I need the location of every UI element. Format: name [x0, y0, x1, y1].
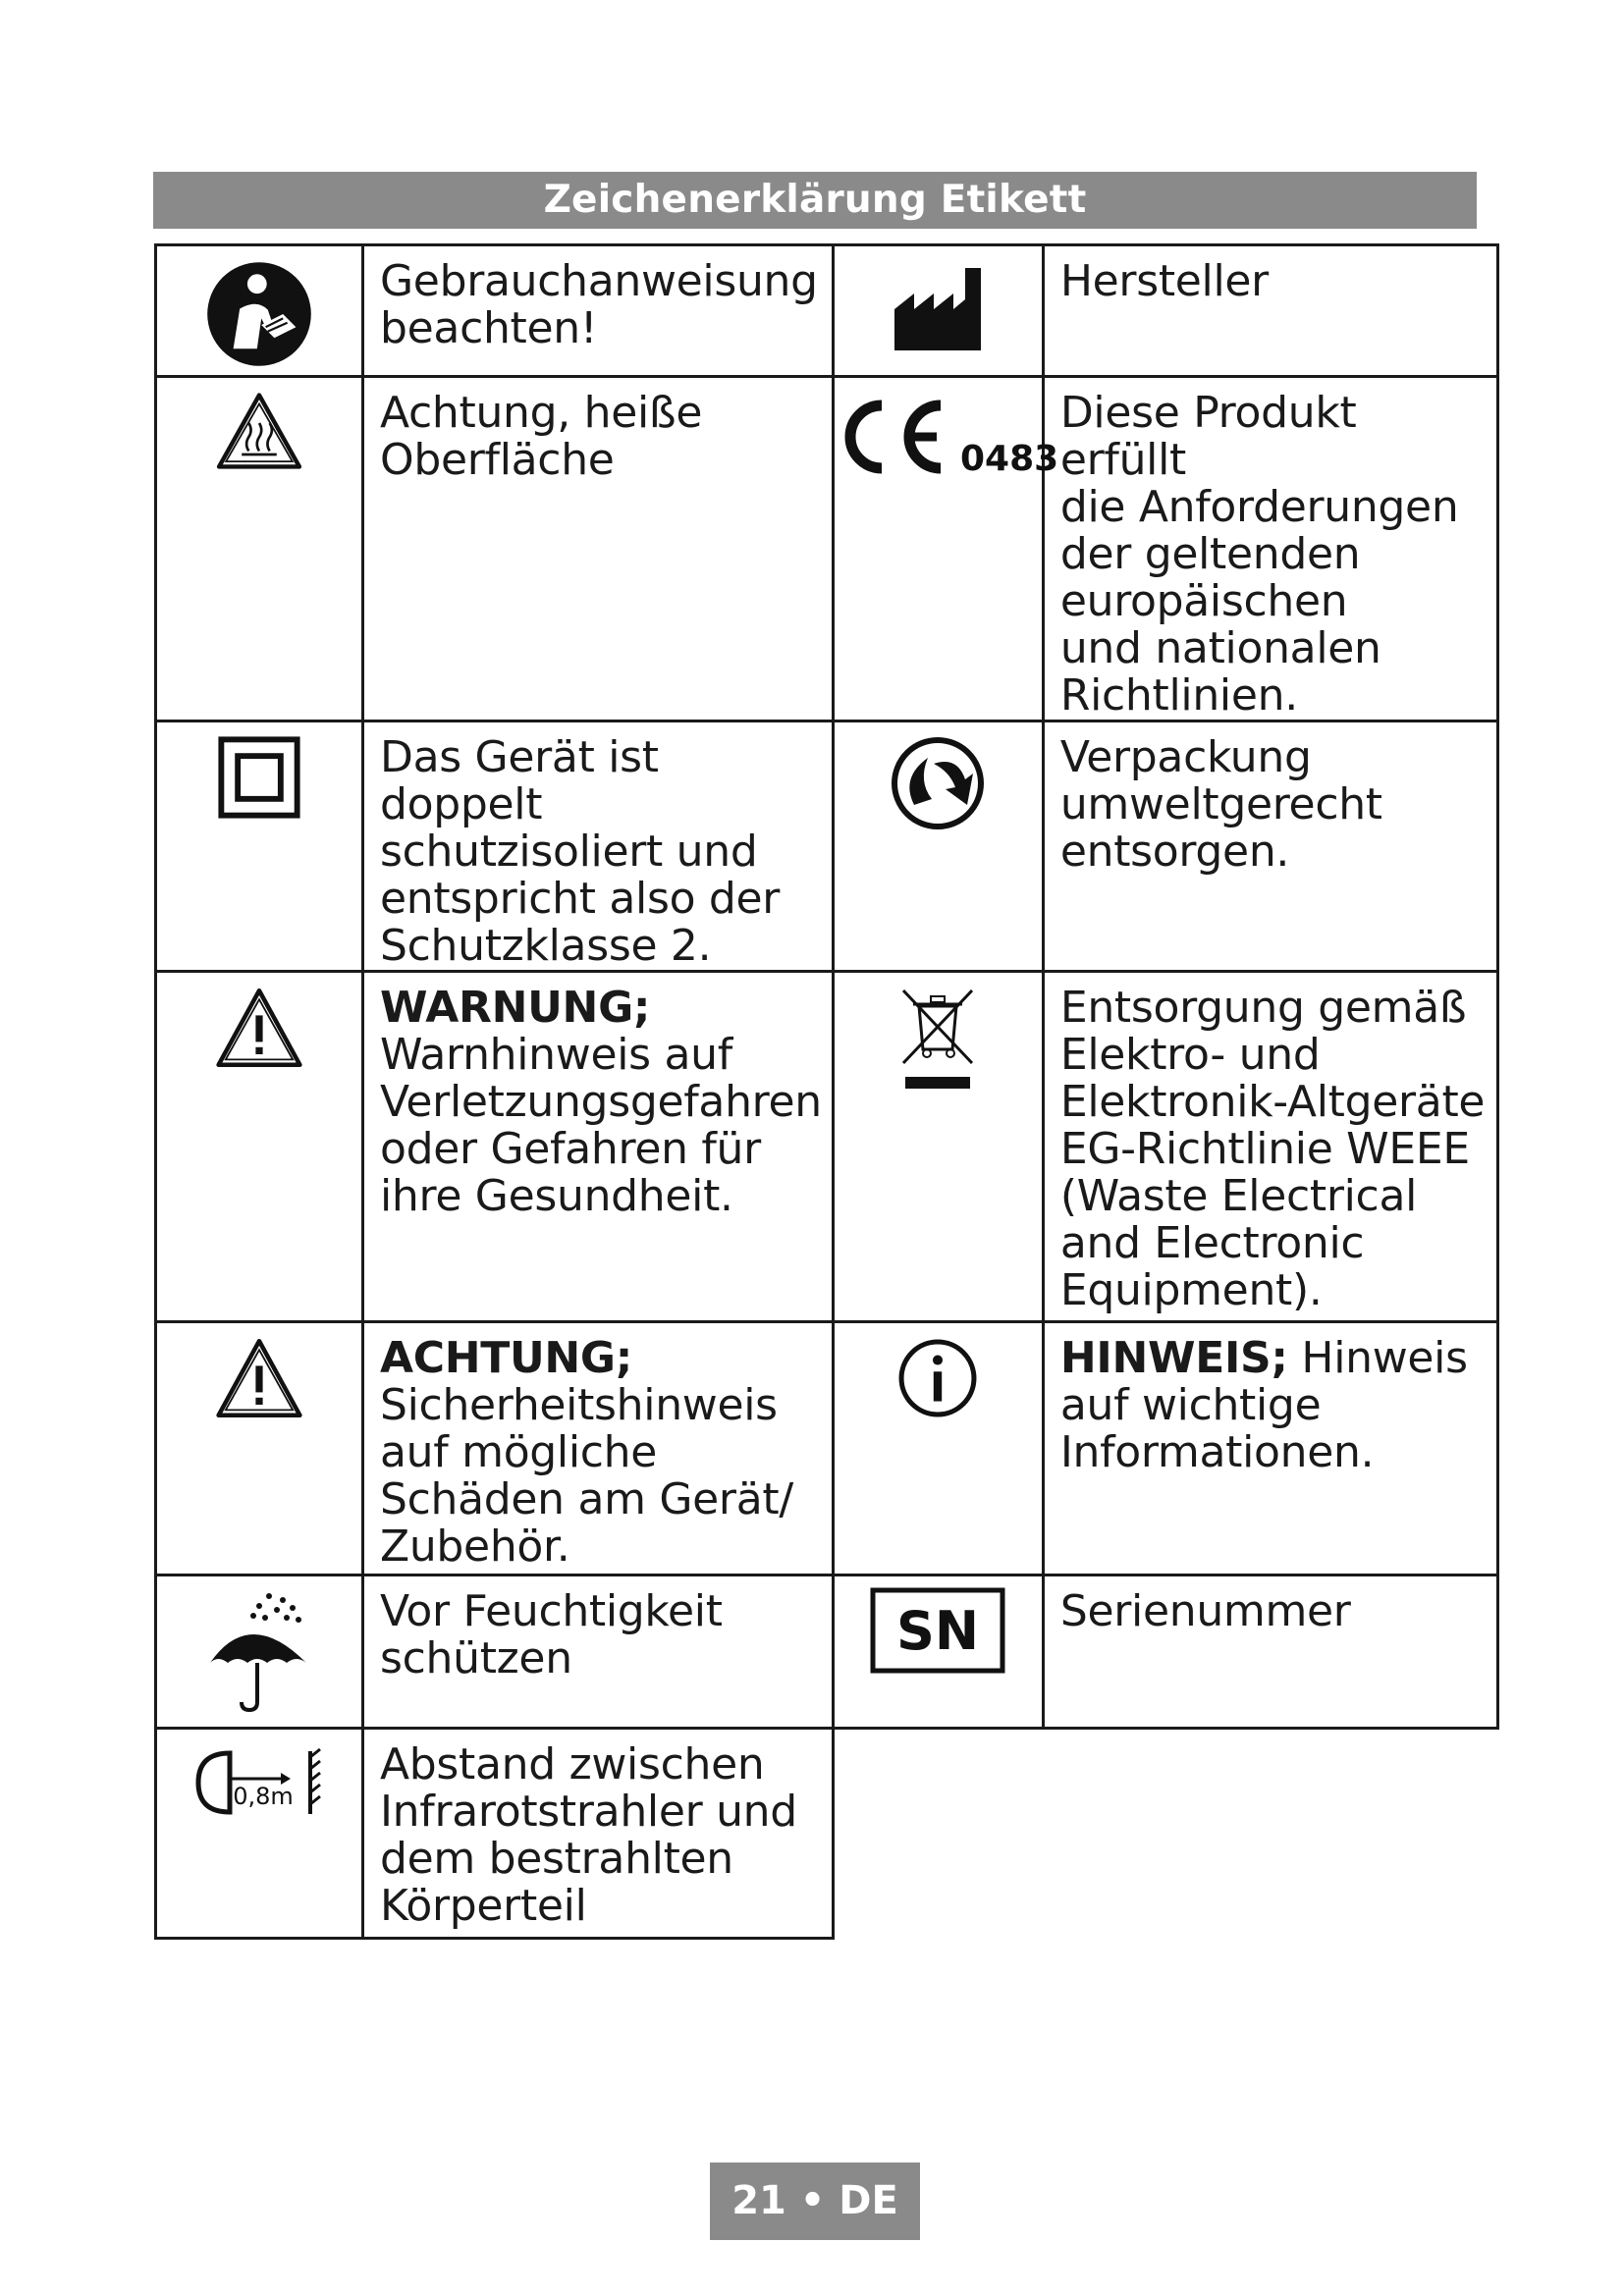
warning-label: WARNUNG;	[380, 983, 651, 1033]
caution-label: ACHTUNG;	[380, 1333, 633, 1383]
table-row	[156, 1575, 1498, 1729]
legend-text: Verpackung umweltgerecht entsorgen.	[1043, 721, 1497, 972]
warning-icon	[215, 987, 303, 1069]
icon-cell	[833, 377, 1059, 721]
legend-text: Diese Produkt erfüllt die Anforderungen der geltenden europäischen und nationalen Richtlinien.	[1043, 377, 1497, 721]
warning-description: Warnhinweis auf Verletzungsgefahren oder Gefahren für ihre Gesundheit.	[380, 1030, 822, 1221]
empty-cell	[833, 1729, 1497, 1939]
table-row	[156, 1729, 1498, 1939]
manufacturer-icon	[889, 260, 987, 358]
table-row	[156, 245, 1498, 377]
ce-number-label: 0483	[959, 439, 1059, 479]
legend-text: Serienummer	[1043, 1575, 1497, 1729]
serial-number-label: SN	[896, 1600, 980, 1662]
table-row	[156, 1322, 1498, 1575]
ce-mark-icon	[835, 388, 1059, 486]
icon-cell	[833, 972, 1043, 1322]
table-row	[156, 972, 1498, 1322]
icon-cell	[156, 972, 363, 1322]
legend-text	[1043, 1322, 1497, 1575]
icon-cell	[833, 245, 1043, 377]
double-insulation-icon	[218, 736, 300, 819]
icon-cell	[156, 1575, 363, 1729]
page-number: 21 • DE	[710, 2163, 920, 2240]
notice-label: HINWEIS;	[1059, 1333, 1288, 1383]
hot-surface-icon	[215, 392, 303, 470]
icon-cell	[156, 377, 363, 721]
icon-cell	[833, 1575, 1043, 1729]
legend-text	[363, 1322, 834, 1575]
legend-text: Entsorgung gemäß Elektro- und Elektronik-Altgeräte EG-Richtlinie WEEE (Waste Electrical and Electronic Equipment).	[1043, 972, 1497, 1322]
weee-bin-icon	[893, 985, 982, 1093]
keep-dry-icon	[200, 1586, 318, 1714]
info-icon	[896, 1337, 979, 1419]
icon-cell	[833, 721, 1043, 972]
table-row	[156, 377, 1498, 721]
legend-text: Das Gerät ist doppelt schutzisoliert und entspricht also der Schutzklasse 2.	[363, 721, 834, 972]
legend-text	[363, 972, 834, 1322]
notice-description: Hinweis auf wichtige Informationen.	[1059, 1333, 1468, 1477]
serial-number-icon	[869, 1586, 1006, 1675]
table-row	[156, 721, 1498, 972]
distance-label: 0,8m	[233, 1783, 294, 1810]
caution-icon	[215, 1337, 303, 1419]
icon-cell	[833, 1322, 1043, 1575]
icon-cell	[156, 721, 363, 972]
legend-text: Vor Feuchtigkeit schützen	[363, 1575, 834, 1729]
legend-text: Hersteller	[1043, 245, 1497, 377]
symbol-legend-table	[154, 243, 1499, 1940]
legend-text: Abstand zwischen Infrarotstrahler und dem bestrahlten Körperteil	[363, 1729, 834, 1939]
caution-description: Sicherheitshinweis auf mögliche Schäden am Gerät/ Zubehör.	[380, 1380, 793, 1572]
distance-icon	[190, 1743, 328, 1822]
legend-title: Zeichenerklärung Etikett	[153, 172, 1477, 229]
read-manual-icon	[205, 260, 313, 368]
green-dot-icon	[889, 734, 987, 832]
icon-cell	[156, 245, 363, 377]
legend-text: Gebrauchanweisung beachten!	[363, 245, 834, 377]
icon-cell	[156, 1322, 363, 1575]
icon-cell	[156, 1729, 363, 1939]
legend-text: Achtung, heiße Oberfläche	[363, 377, 834, 721]
